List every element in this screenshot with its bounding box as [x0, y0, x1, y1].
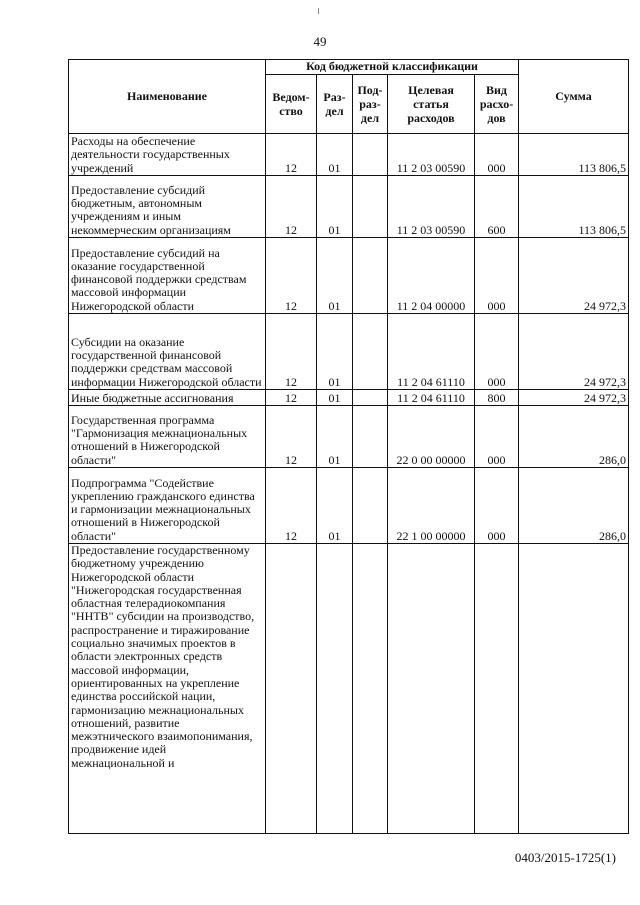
row-ministry: 12	[266, 134, 317, 176]
row-ministry: 12	[266, 314, 317, 390]
row-type: 000	[475, 134, 519, 176]
row-section: 01	[317, 176, 353, 238]
row-ministry	[266, 544, 317, 834]
row-type: 000	[475, 238, 519, 314]
row-name: Подпрограмма "Содействие укреплению гражданского единства и гармонизации межнациональных отношений в Нижегородской области"	[69, 468, 266, 544]
page-number: 49	[313, 34, 327, 49]
budget-table	[68, 59, 629, 834]
table-row	[69, 406, 629, 468]
row-amount: 24 972,3	[519, 238, 629, 314]
row-section	[317, 544, 353, 834]
row-amount: 24 972,3	[519, 314, 629, 390]
header-subsection: Под-раз-дел	[353, 75, 388, 134]
header-name: Наименование	[69, 60, 266, 134]
row-section: 01	[317, 390, 353, 406]
row-ministry: 12	[266, 468, 317, 544]
row-section: 01	[317, 314, 353, 390]
row-amount: 24 972,3	[519, 390, 629, 406]
row-target: 11 2 04 00000	[388, 238, 475, 314]
table-row	[69, 238, 629, 314]
scan-speck	[318, 8, 319, 14]
header-amount: Сумма	[519, 60, 629, 134]
table-row	[69, 134, 629, 176]
table-row	[69, 468, 629, 544]
row-target: 11 2 03 00590	[388, 134, 475, 176]
row-name: Расходы на обеспечение деятельности государственных учреждений	[69, 134, 266, 176]
header-code-group: Код бюджетной классификации	[266, 60, 519, 75]
row-amount: 286,0	[519, 406, 629, 468]
row-ministry: 12	[266, 390, 317, 406]
document-code: 0403/2015-1725(1)	[514, 850, 616, 865]
row-name: Предоставление государственному бюджетному учреждению Нижегородской области "Нижегородская государственная областная телерадиокомпания "ННТВ" субсидии на производство, распространение и тиражирование социально значимых проектов в области электронных средств массовой информации, ориентированных на укрепление единства российской нации, гармонизацию межнациональных отношений, развитие межэтнического взаимопонимания, продвижение идей межнациональной и	[69, 544, 266, 834]
row-ministry: 12	[266, 238, 317, 314]
row-subsection	[353, 406, 388, 468]
row-ministry: 12	[266, 176, 317, 238]
row-target: 11 2 04 61110	[388, 314, 475, 390]
row-subsection	[353, 176, 388, 238]
row-section: 01	[317, 238, 353, 314]
row-type: 600	[475, 176, 519, 238]
header-expense-type: Вид расхо-дов	[475, 75, 519, 134]
row-ministry: 12	[266, 406, 317, 468]
row-amount: 113 806,5	[519, 134, 629, 176]
header-ministry: Ведом-ство	[266, 75, 317, 134]
row-section: 01	[317, 406, 353, 468]
row-type: 800	[475, 390, 519, 406]
row-type	[475, 544, 519, 834]
row-name: Предоставление субсидий бюджетным, автономным учреждениям и иным некоммерческим организациям	[69, 176, 266, 238]
row-type: 000	[475, 406, 519, 468]
row-name: Субсидии на оказание государственной финансовой поддержки средствам массовой информации Нижегородской области	[69, 314, 266, 390]
header-target: Целевая статья расходов	[388, 75, 475, 134]
row-amount: 286,0	[519, 468, 629, 544]
row-section: 01	[317, 468, 353, 544]
row-target: 11 2 03 00590	[388, 176, 475, 238]
row-section: 01	[317, 134, 353, 176]
row-amount	[519, 544, 629, 834]
table-row	[69, 544, 629, 834]
row-subsection	[353, 314, 388, 390]
row-type: 000	[475, 468, 519, 544]
row-name: Иные бюджетные ассигнования	[69, 390, 266, 406]
table-row	[69, 390, 629, 406]
row-amount: 113 806,5	[519, 176, 629, 238]
row-target: 11 2 04 61110	[388, 390, 475, 406]
row-subsection	[353, 468, 388, 544]
row-target: 22 1 00 00000	[388, 468, 475, 544]
row-subsection	[353, 134, 388, 176]
table-row	[69, 176, 629, 238]
row-type: 000	[475, 314, 519, 390]
row-subsection	[353, 544, 388, 834]
table-row	[69, 314, 629, 390]
row-target: 22 0 00 00000	[388, 406, 475, 468]
header-section: Раз-дел	[317, 75, 353, 134]
row-name: Предоставление субсидий на оказание государственной финансовой поддержки средствам массовой информации Нижегородской области	[69, 238, 266, 314]
row-target	[388, 544, 475, 834]
row-subsection	[353, 390, 388, 406]
row-name: Государственная программа "Гармонизация межнациональных отношений в Нижегородской области"	[69, 406, 266, 468]
row-subsection	[353, 238, 388, 314]
